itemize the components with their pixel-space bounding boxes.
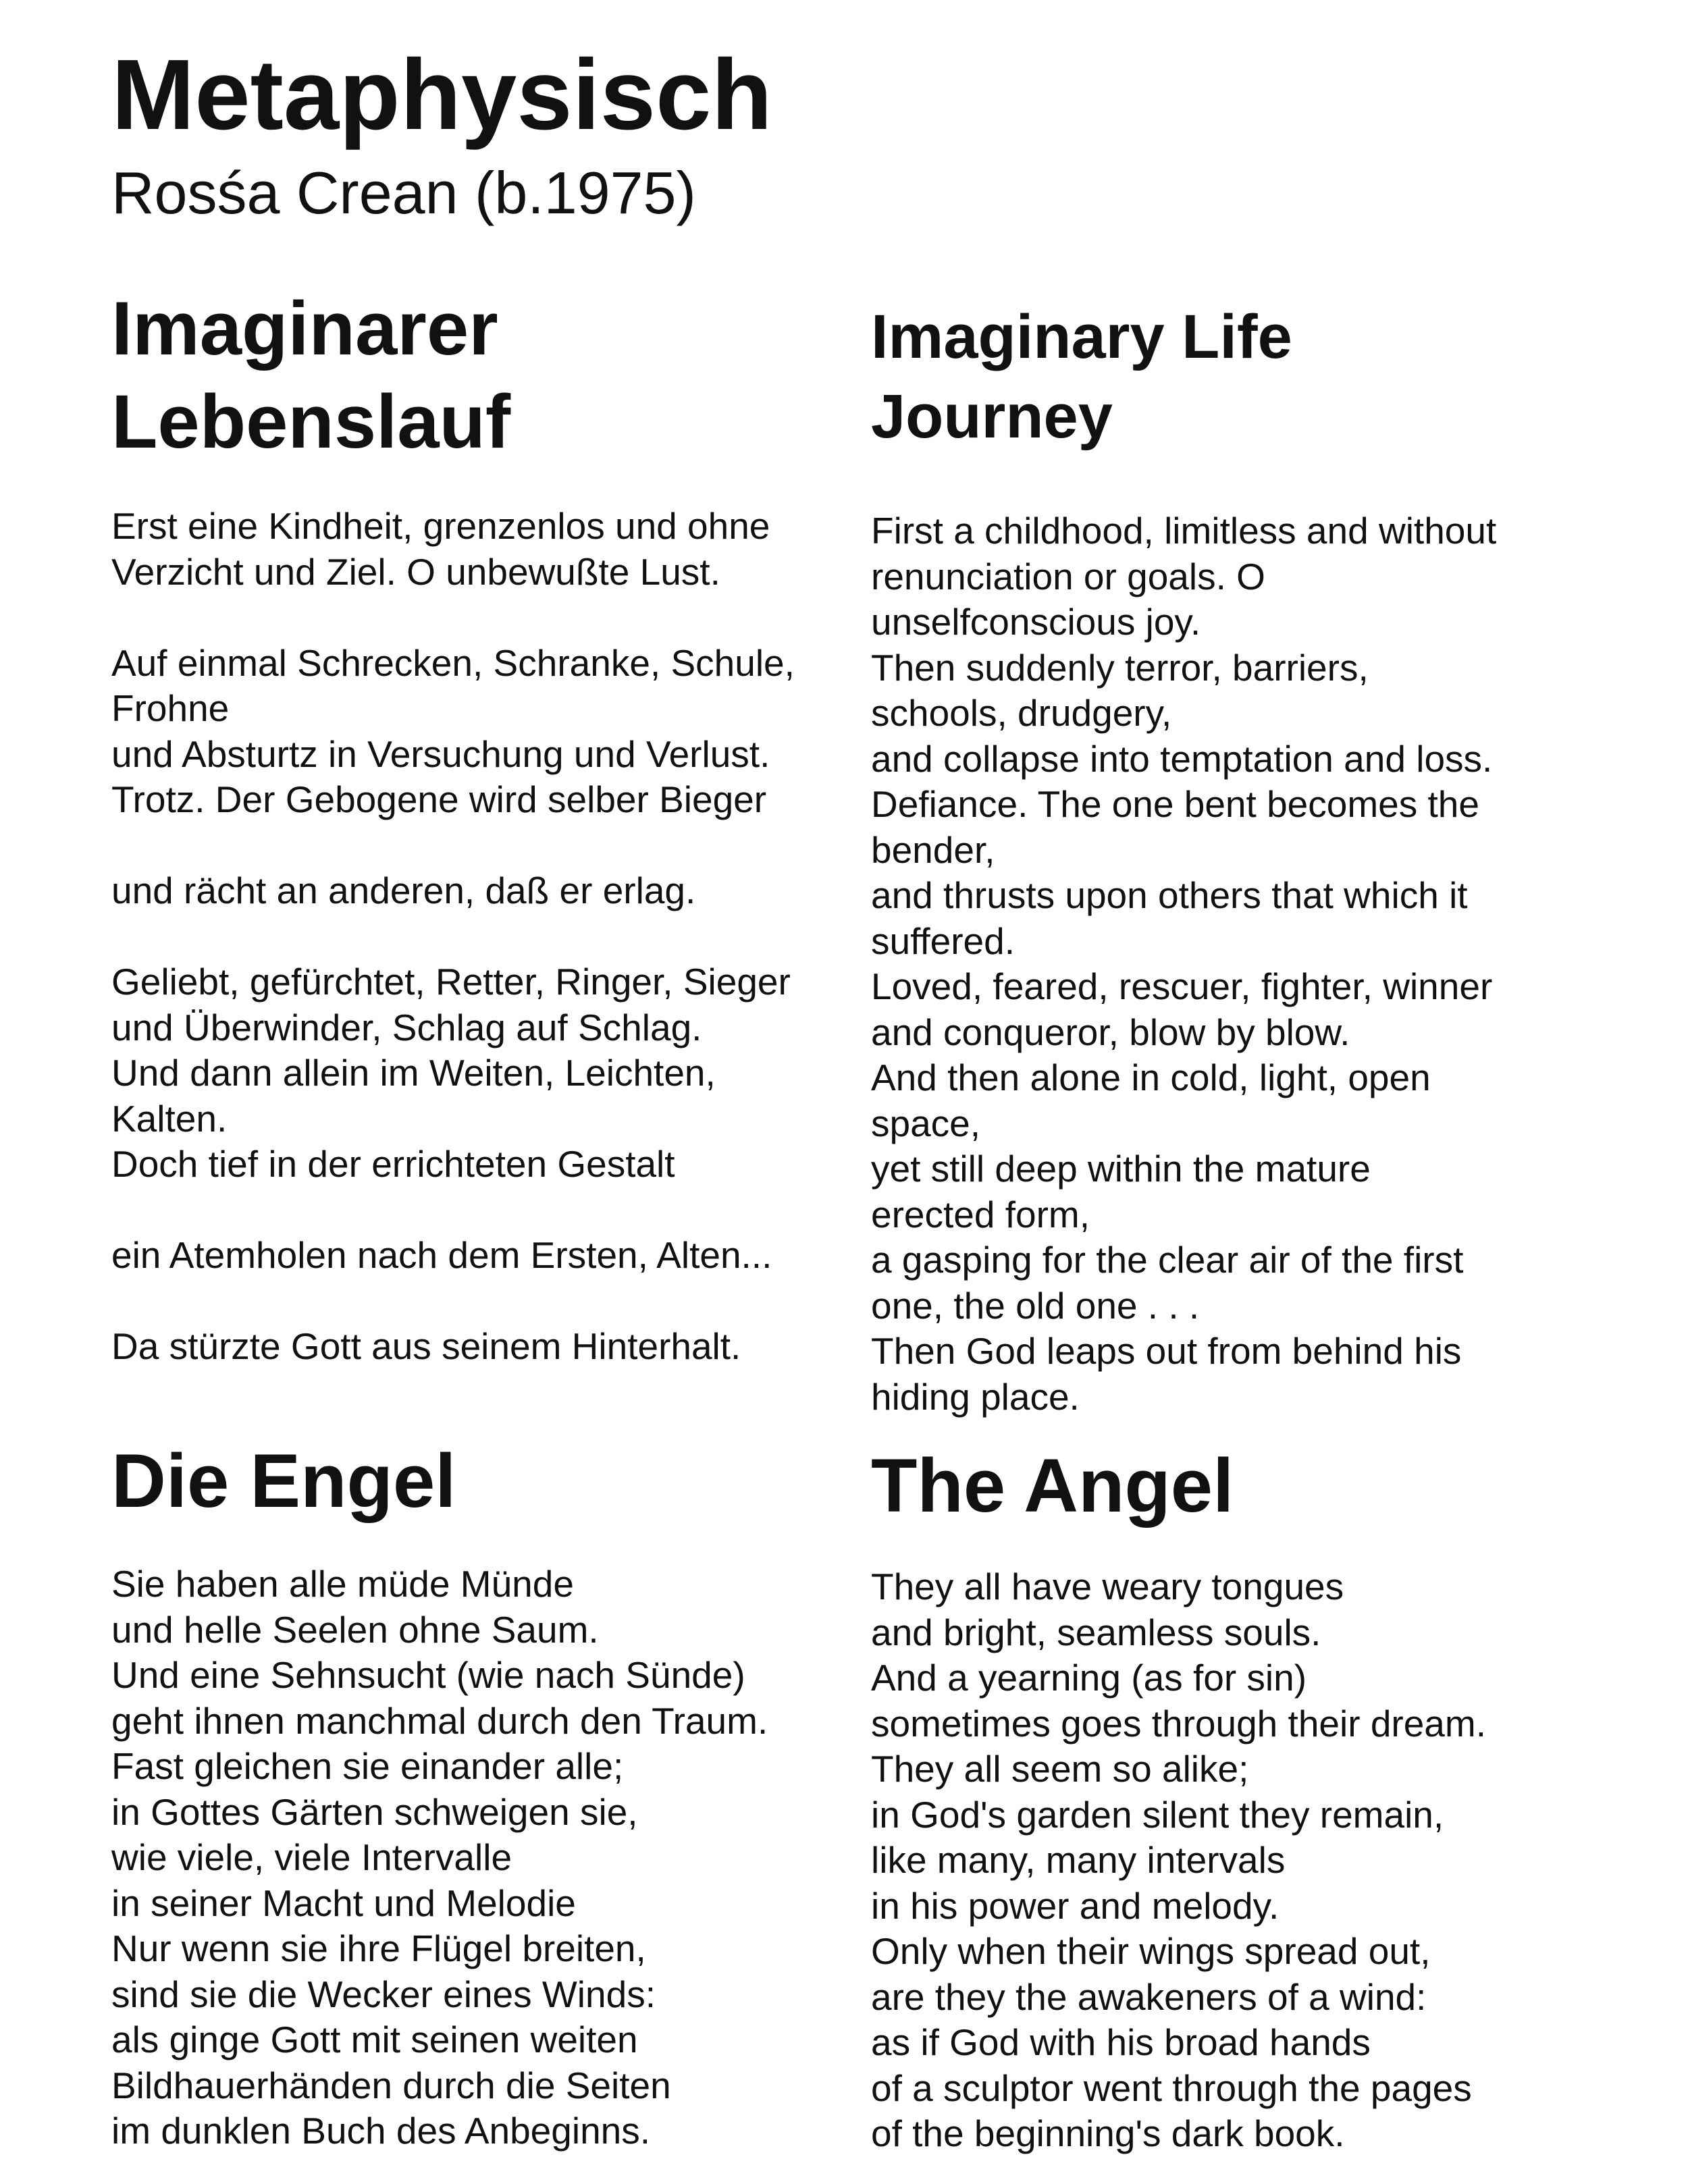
verse-line: und Überwinder, Schlag auf Schlag.	[111, 1006, 702, 1048]
poem1-german-title-line1: Imaginarer	[111, 286, 498, 371]
verse-line: suffered.	[871, 920, 1016, 962]
verse-line: Und dann allein im Weiten, Leichten,	[111, 1052, 716, 1094]
verse-line: a gasping for the clear air of the first	[871, 1239, 1464, 1281]
verse-line: Trotz. Der Gebogene wird selber Bieger	[111, 778, 767, 820]
verse-line: Erst eine Kindheit, grenzenlos und ohne	[111, 505, 770, 547]
verse-line: erected form,	[871, 1193, 1090, 1235]
poem2-english-verse	[871, 1564, 1614, 2157]
stanza-break	[111, 1188, 834, 1233]
verse-line: und helle Seelen ohne Saum.	[111, 1608, 599, 1651]
verse-line: They all have weary tongues	[871, 1566, 1344, 1607]
verse-line: Loved, feared, rescuer, fighter, winner	[871, 965, 1493, 1007]
verse-line: and thrusts upon others that which it	[871, 874, 1468, 916]
poem1-german-title-line2: Lebenslauf	[111, 379, 511, 464]
verse-line: schools, drudgery,	[871, 692, 1172, 734]
verse-line: wie viele, viele Intervalle	[111, 1836, 512, 1878]
document-author: Rosśa Crean (b.1975)	[111, 159, 696, 226]
poem1-english	[871, 297, 1614, 1420]
verse-line: im dunklen Buch des Anbeginns.	[111, 2110, 651, 2152]
verse-line: Frohne	[111, 687, 230, 729]
poem1-english-verse	[871, 508, 1614, 1420]
stanza-break	[111, 1279, 834, 1325]
verse-line: und rächt an anderen, daß er erlag.	[111, 870, 696, 911]
verse-line: sind sie die Wecker eines Winds:	[111, 1973, 656, 2015]
poem1-german-title	[111, 282, 834, 469]
poem1-english-title	[871, 297, 1614, 456]
verse-line: First a childhood, limitless and without	[871, 510, 1497, 552]
verse-line: yet still deep within the mature	[871, 1148, 1371, 1190]
verse-line: ein Atemholen nach dem Ersten, Alten...	[111, 1234, 772, 1276]
verse-line: Und eine Sehnsucht (wie nach Sünde)	[111, 1654, 745, 1696]
verse-line: Fast gleichen sie einander alle;	[111, 1745, 624, 1787]
verse-line: bender,	[871, 828, 995, 871]
verse-line: Then suddenly terror, barriers,	[871, 646, 1369, 689]
verse-line: and conqueror, blow by blow.	[871, 1011, 1350, 1053]
poem2-english	[871, 1439, 1614, 2157]
verse-line: renunciation or goals. O	[871, 555, 1265, 597]
stanza-break	[111, 595, 834, 641]
verse-line: one, the old one . . .	[871, 1284, 1200, 1327]
verse-line: Only when their wings spread out,	[871, 1930, 1431, 1972]
verse-line: are they the awakeners of a wind:	[871, 1975, 1427, 2018]
verse-line: Kalten.	[111, 1097, 228, 1140]
poem2-german	[111, 1435, 834, 2154]
poem2-german-title: Die Engel	[111, 1439, 456, 1523]
verse-line: Sie haben alle müde Münde	[111, 1563, 574, 1605]
poem2-german-verse	[111, 1562, 834, 2154]
poem1-english-title-line1: Imaginary Life	[871, 302, 1292, 371]
verse-line: And then alone in cold, light, open	[871, 1057, 1431, 1098]
verse-line: in God's garden silent they remain,	[871, 1793, 1444, 1836]
stanza-break	[111, 914, 834, 960]
verse-line: in Gottes Gärten schweigen sie,	[111, 1790, 638, 1833]
verse-line: They all seem so alike;	[871, 1748, 1249, 1790]
verse-line: Verzicht und Ziel. O unbewußte Lust.	[111, 550, 720, 593]
poem2-english-title: The Angel	[871, 1443, 1234, 1528]
poem1-german	[111, 282, 834, 1370]
verse-line: und Absturtz in Versuchung und Verlust.	[111, 733, 770, 775]
verse-line: Geliebt, gefürchtet, Retter, Ringer, Sieger	[111, 961, 791, 1003]
verse-line: as if God with his broad hands	[871, 2021, 1371, 2063]
poem1-english-title-line2: Journey	[871, 382, 1113, 451]
verse-line: space,	[871, 1102, 981, 1144]
verse-line: geht ihnen manchmal durch den Traum.	[111, 1699, 768, 1742]
verse-line: And a yearning (as for sin)	[871, 1657, 1307, 1699]
verse-line: Bildhauerhänden durch die Seiten	[111, 2064, 671, 2106]
verse-line: in seiner Macht und Melodie	[111, 1882, 576, 1924]
verse-line: sometimes goes through their dream.	[871, 1702, 1486, 1744]
verse-line: of a sculptor went through the pages	[871, 2067, 1472, 2109]
verse-line: of the beginning's dark book.	[871, 2112, 1345, 2154]
verse-line: Then God leaps out from behind his	[871, 1330, 1462, 1372]
verse-line: Nur wenn sie ihre Flügel breiten,	[111, 1927, 646, 1969]
poem1-german-verse	[111, 504, 834, 1370]
verse-line: in his power and melody.	[871, 1884, 1280, 1927]
verse-line: and collapse into temptation and loss.	[871, 737, 1493, 780]
document-title: Metaphysisch	[111, 39, 772, 151]
verse-line: hiding place.	[871, 1375, 1080, 1418]
verse-line: Defiance. The one bent becomes the	[871, 783, 1479, 825]
verse-line: and bright, seamless souls.	[871, 1611, 1321, 1653]
verse-line: Da stürzte Gott aus seinem Hinterhalt.	[111, 1325, 741, 1367]
verse-line: Doch tief in der errichteten Gestalt	[111, 1143, 675, 1185]
stanza-break	[111, 823, 834, 869]
verse-line: unselfconscious joy.	[871, 601, 1201, 643]
verse-line: als ginge Gott mit seinen weiten	[111, 2019, 638, 2060]
verse-line: like many, many intervals	[871, 1839, 1286, 1881]
verse-line: Auf einmal Schrecken, Schranke, Schule,	[111, 641, 795, 684]
